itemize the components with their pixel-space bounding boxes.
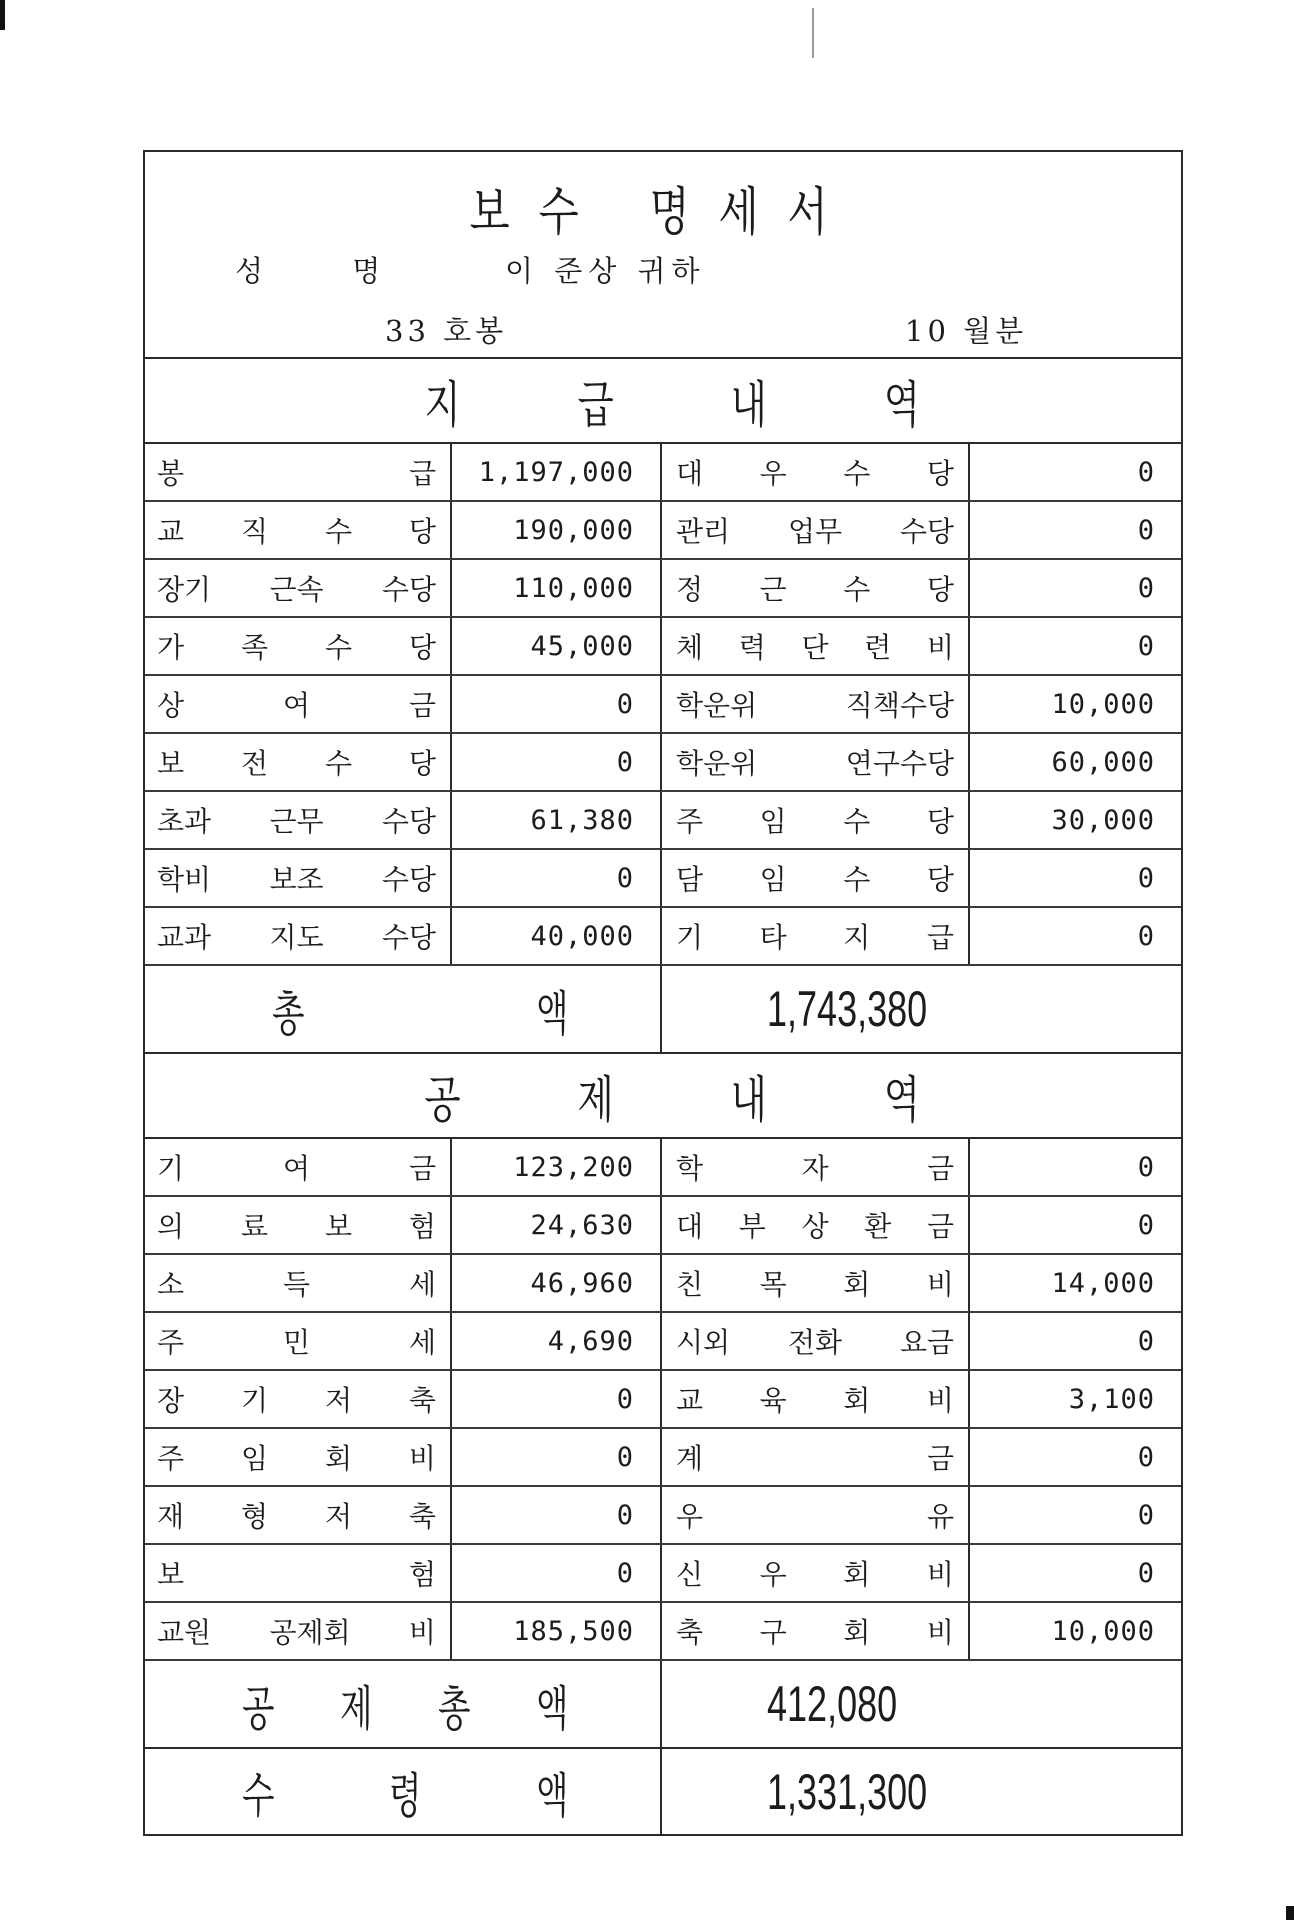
item-amount: 0 xyxy=(452,734,662,790)
item-amount: 24,630 xyxy=(452,1197,662,1253)
table-row xyxy=(145,1255,1181,1313)
pay-month: 10 월분 xyxy=(905,314,1028,348)
deductions-section-header xyxy=(145,1054,1181,1139)
item-label: 시외 전화 요금 xyxy=(662,1313,970,1369)
name-label: 성 명 xyxy=(235,254,421,288)
table-row xyxy=(145,1545,1181,1603)
item-amount: 40,000 xyxy=(452,908,662,964)
item-amount: 0 xyxy=(452,1371,662,1427)
item-amount: 0 xyxy=(452,676,662,732)
table-row xyxy=(145,502,1181,560)
item-amount: 0 xyxy=(452,1545,662,1601)
item-label: 보 전 수 당 xyxy=(145,734,452,790)
item-amount: 110,000 xyxy=(452,560,662,616)
item-amount: 46,960 xyxy=(452,1255,662,1311)
item-amount: 0 xyxy=(1137,456,1155,488)
item-amount: 0 xyxy=(1137,1557,1155,1589)
item-label: 교과 지도 수당 xyxy=(145,908,452,964)
recipient-line xyxy=(235,249,706,290)
item-label: 장 기 저 축 xyxy=(145,1371,452,1427)
recipient-name: 이 준상 귀하 xyxy=(505,254,706,288)
deductions-total-row xyxy=(145,1661,1181,1749)
item-label: 정 근 수 당 xyxy=(662,560,970,616)
item-label: 가 족 수 당 xyxy=(145,618,452,674)
table-row xyxy=(145,850,1181,908)
net-pay-value: 1,331,300 xyxy=(767,1763,928,1820)
item-label: 학운위 연구수당 xyxy=(662,734,970,790)
table-row xyxy=(145,444,1181,502)
item-label: 기 여 금 xyxy=(145,1139,452,1195)
item-amount: 0 xyxy=(1137,630,1155,662)
item-amount: 0 xyxy=(1137,1441,1155,1473)
item-label: 신 우 회 비 xyxy=(662,1545,970,1601)
item-label: 봉 급 xyxy=(145,444,452,500)
item-label: 기 타 지 급 xyxy=(662,908,970,964)
item-label: 의 료 보 험 xyxy=(145,1197,452,1253)
scan-artifact-top xyxy=(812,8,814,58)
item-label: 재 형 저 축 xyxy=(145,1487,452,1543)
payments-table xyxy=(145,444,1181,966)
item-amount: 0 xyxy=(1137,1499,1155,1531)
deductions-total-value: 412,080 xyxy=(767,1676,898,1732)
pay-statement xyxy=(143,150,1183,1836)
payments-total-value: 1,743,380 xyxy=(767,981,928,1037)
item-amount: 3,100 xyxy=(1068,1383,1155,1415)
item-label: 주 임 수 당 xyxy=(662,792,970,848)
item-amount: 185,500 xyxy=(452,1603,662,1659)
item-label: 대 부 상 환 금 xyxy=(662,1197,970,1253)
scan-artifact-left xyxy=(0,0,5,30)
pay-grade: 33 호봉 xyxy=(385,314,508,348)
item-label: 관리 업무 수당 xyxy=(662,502,970,558)
item-amount: 1,197,000 xyxy=(452,444,662,500)
statement-header xyxy=(145,152,1181,359)
item-amount: 4,690 xyxy=(452,1313,662,1369)
item-amount: 0 xyxy=(452,1487,662,1543)
item-amount: 10,000 xyxy=(1051,688,1155,720)
payments-total-label: 총 액 xyxy=(145,966,662,1052)
item-amount: 0 xyxy=(1137,862,1155,894)
item-label: 학비 보조 수당 xyxy=(145,850,452,906)
payments-header-text: 지 급 내 역 xyxy=(423,375,973,434)
item-label: 계 금 xyxy=(662,1429,970,1485)
item-label: 체 력 단 련 비 xyxy=(662,618,970,674)
item-label: 담 임 수 당 xyxy=(662,850,970,906)
item-amount: 10,000 xyxy=(1051,1615,1155,1647)
payments-total-row xyxy=(145,966,1181,1054)
item-label: 소 득 세 xyxy=(145,1255,452,1311)
item-label: 상 여 금 xyxy=(145,676,452,732)
table-row xyxy=(145,1371,1181,1429)
item-amount: 60,000 xyxy=(1051,746,1155,778)
item-amount: 0 xyxy=(1137,1209,1155,1241)
item-label: 보 험 xyxy=(145,1545,452,1601)
item-label: 주 민 세 xyxy=(145,1313,452,1369)
item-label: 우 유 xyxy=(662,1487,970,1543)
item-amount: 0 xyxy=(1137,572,1155,604)
table-row xyxy=(145,560,1181,618)
item-amount: 190,000 xyxy=(452,502,662,558)
item-amount: 0 xyxy=(1137,514,1155,546)
item-amount: 30,000 xyxy=(1051,804,1155,836)
table-row xyxy=(145,1429,1181,1487)
net-pay-label: 수 령 액 xyxy=(145,1749,662,1834)
item-amount: 0 xyxy=(452,850,662,906)
statement-title: 보수 명세서 xyxy=(469,183,857,243)
item-amount: 45,000 xyxy=(452,618,662,674)
item-label: 교원 공제회 비 xyxy=(145,1603,452,1659)
deductions-header-text: 공 제 내 역 xyxy=(423,1070,973,1129)
item-label: 친 목 회 비 xyxy=(662,1255,970,1311)
deductions-table xyxy=(145,1139,1181,1661)
item-amount: 61,380 xyxy=(452,792,662,848)
deductions-total-label: 공 제 총 액 xyxy=(145,1661,662,1747)
item-label: 장기 근속 수당 xyxy=(145,560,452,616)
item-label: 학 자 금 xyxy=(662,1139,970,1195)
table-row xyxy=(145,908,1181,966)
item-amount: 14,000 xyxy=(1051,1267,1155,1299)
item-label: 대 우 수 당 xyxy=(662,444,970,500)
item-label: 주 임 회 비 xyxy=(145,1429,452,1485)
table-row xyxy=(145,1139,1181,1197)
net-pay-row xyxy=(145,1749,1181,1834)
table-row xyxy=(145,676,1181,734)
table-row xyxy=(145,792,1181,850)
item-label: 교 직 수 당 xyxy=(145,502,452,558)
payments-section-header xyxy=(145,359,1181,444)
item-label: 교 육 회 비 xyxy=(662,1371,970,1427)
table-row xyxy=(145,1603,1181,1661)
item-amount: 0 xyxy=(452,1429,662,1485)
item-amount: 123,200 xyxy=(452,1139,662,1195)
table-row xyxy=(145,618,1181,676)
item-amount: 0 xyxy=(1137,920,1155,952)
table-row xyxy=(145,1197,1181,1255)
item-label: 학운위 직책수당 xyxy=(662,676,970,732)
table-row xyxy=(145,1487,1181,1545)
item-label: 축 구 회 비 xyxy=(662,1603,970,1659)
item-amount: 0 xyxy=(1137,1325,1155,1357)
table-row xyxy=(145,734,1181,792)
item-label: 초과 근무 수당 xyxy=(145,792,452,848)
scan-artifact-corner xyxy=(1286,1906,1294,1920)
item-amount: 0 xyxy=(1137,1151,1155,1183)
table-row xyxy=(145,1313,1181,1371)
